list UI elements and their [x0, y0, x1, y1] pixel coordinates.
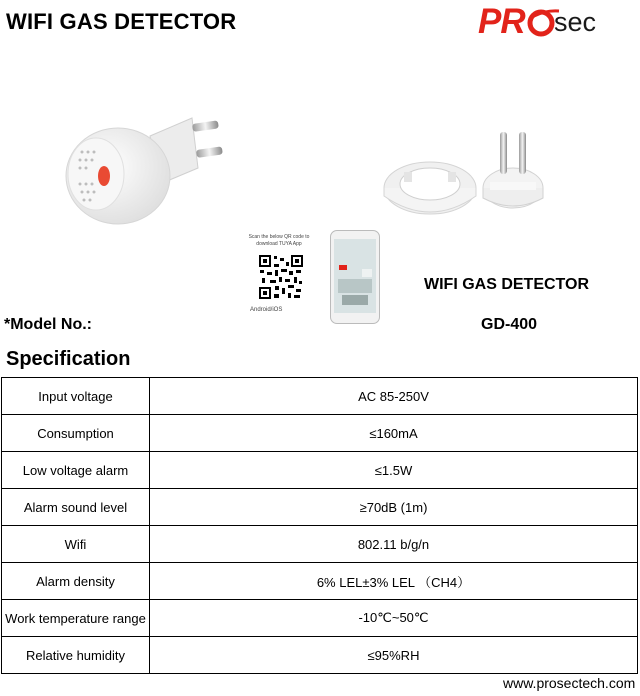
spec-heading: Specification [6, 348, 131, 370]
qr-caption: Scan the below QR code to download TUYA App [248, 234, 310, 247]
table-row [2, 415, 638, 452]
product-image-caption: WIFI GAS DETECTOR [424, 276, 590, 293]
spec-label: Input voltage [2, 378, 150, 415]
spec-value: 802.11 b/g/n [150, 526, 638, 563]
model-label: *Model No.: [4, 316, 92, 333]
footer-url: www.prosectech.com [503, 675, 636, 691]
table-row [2, 489, 638, 526]
brand-logo: PR sec [478, 2, 597, 41]
app-screenshot [334, 239, 376, 313]
spec-label: Work temperature range [2, 600, 150, 637]
spec-label: Alarm density [2, 563, 150, 600]
model-value: GD-400 [481, 316, 538, 333]
spec-label: Low voltage alarm [2, 452, 150, 489]
spec-label: Wifi [2, 526, 150, 563]
spec-label: Relative humidity [2, 637, 150, 674]
table-row [2, 637, 638, 674]
phone-mockup [330, 230, 380, 324]
spec-label: Consumption [2, 415, 150, 452]
spec-value: 6% LEL±3% LEL （CH4） [150, 563, 638, 600]
table-row [2, 600, 638, 637]
table-row [2, 378, 638, 415]
spec-table [1, 377, 638, 674]
spec-value: ≤1.5W [150, 452, 638, 489]
platform-label: Android/iOS [250, 307, 283, 313]
spec-label: Alarm sound level [2, 489, 150, 526]
app-download-panel [238, 230, 386, 322]
spec-value: AC 85-250V [150, 378, 638, 415]
spec-value: ≤160mA [150, 415, 638, 452]
table-row [2, 452, 638, 489]
spec-value: -10℃~50℃ [150, 600, 638, 637]
table-row [2, 526, 638, 563]
spec-value: ≤95%RH [150, 637, 638, 674]
spec-value: ≥70dB (1m) [150, 489, 638, 526]
table-row [2, 563, 638, 600]
qr-code-icon [258, 254, 304, 300]
page-title: WIFI GAS DETECTOR [6, 9, 237, 34]
